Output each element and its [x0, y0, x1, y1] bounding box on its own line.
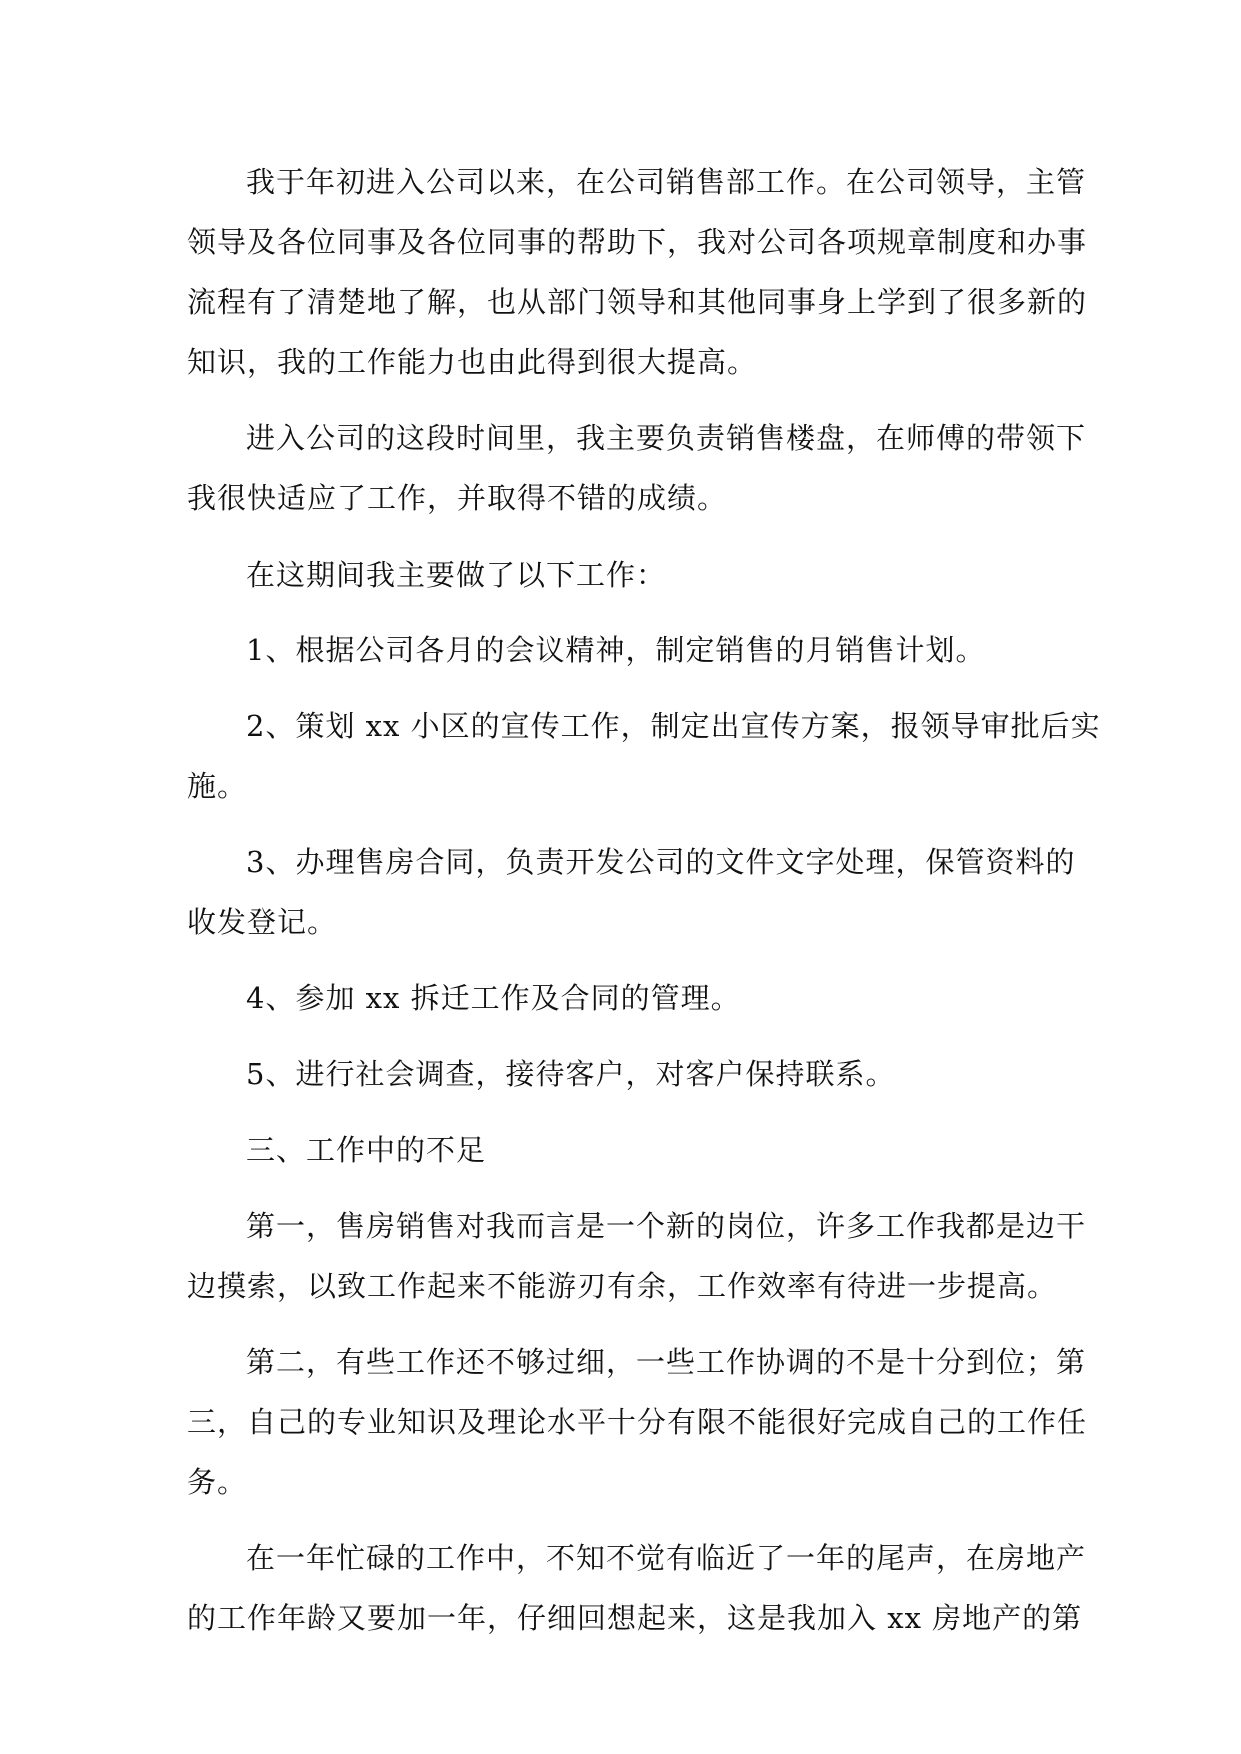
paragraph-2-line-2: 我很快适应了工作，并取得不错的成绩。 — [187, 481, 728, 515]
paragraph-1-line-4: 知识，我的工作能力也由此得到很大提高。 — [187, 345, 758, 379]
paragraph-1-line-3: 流程有了清楚地了解，也从部门领导和其他同事身上学到了很多新的 — [187, 285, 1088, 319]
paragraph-4-line-1: 第一，售房销售对我而言是一个新的岗位，许多工作我都是边干 — [246, 1209, 1087, 1243]
paragraph-2-line-1: 进入公司的这段时间里，我主要负责销售楼盘，在师傅的带领下 — [246, 421, 1087, 455]
list-item-4: 4、参加 xx 拆迁工作及合同的管理。 — [246, 981, 741, 1015]
list-item-3-line-2: 收发登记。 — [187, 905, 338, 939]
paragraph-6-line-2: 的工作年龄又要加一年，仔细回想起来，这是我加入 xx 房地产的第 — [187, 1601, 1083, 1635]
paragraph-1-line-1: 我于年初进入公司以来，在公司销售部工作。在公司领导，主管 — [246, 165, 1087, 199]
paragraph-1-line-2: 领导及各位同事及各位同事的帮助下，我对公司各项规章制度和办事 — [187, 225, 1088, 259]
paragraph-5-line-1: 第二，有些工作还不够过细，一些工作协调的不是十分到位；第 — [246, 1345, 1087, 1379]
list-item-1: 1、根据公司各月的会议精神，制定销售的月销售计划。 — [246, 633, 986, 667]
paragraph-6-line-1: 在一年忙碌的工作中，不知不觉有临近了一年的尾声，在房地产 — [246, 1541, 1087, 1575]
paragraph-4-line-2: 边摸索，以致工作起来不能游刃有余，工作效率有待进一步提高。 — [187, 1269, 1058, 1303]
list-item-3-line-1: 3、办理售房合同，负责开发公司的文件文字处理，保管资料的 — [246, 845, 1076, 879]
list-item-5: 5、进行社会调查，接待客户，对客户保持联系。 — [246, 1057, 896, 1091]
paragraph-3-line-1: 在这期间我主要做了以下工作： — [246, 558, 667, 592]
list-item-2-line-1: 2、策划 xx 小区的宣传工作，制定出宣传方案，报领导审批后实 — [246, 709, 1101, 743]
paragraph-5-line-3: 务。 — [187, 1465, 248, 1499]
list-item-2-line-2: 施。 — [187, 769, 248, 803]
paragraph-5-line-2: 三，自己的专业知识及理论水平十分有限不能很好完成自己的工作任 — [187, 1405, 1088, 1439]
section-heading: 三、工作中的不足 — [246, 1133, 487, 1167]
